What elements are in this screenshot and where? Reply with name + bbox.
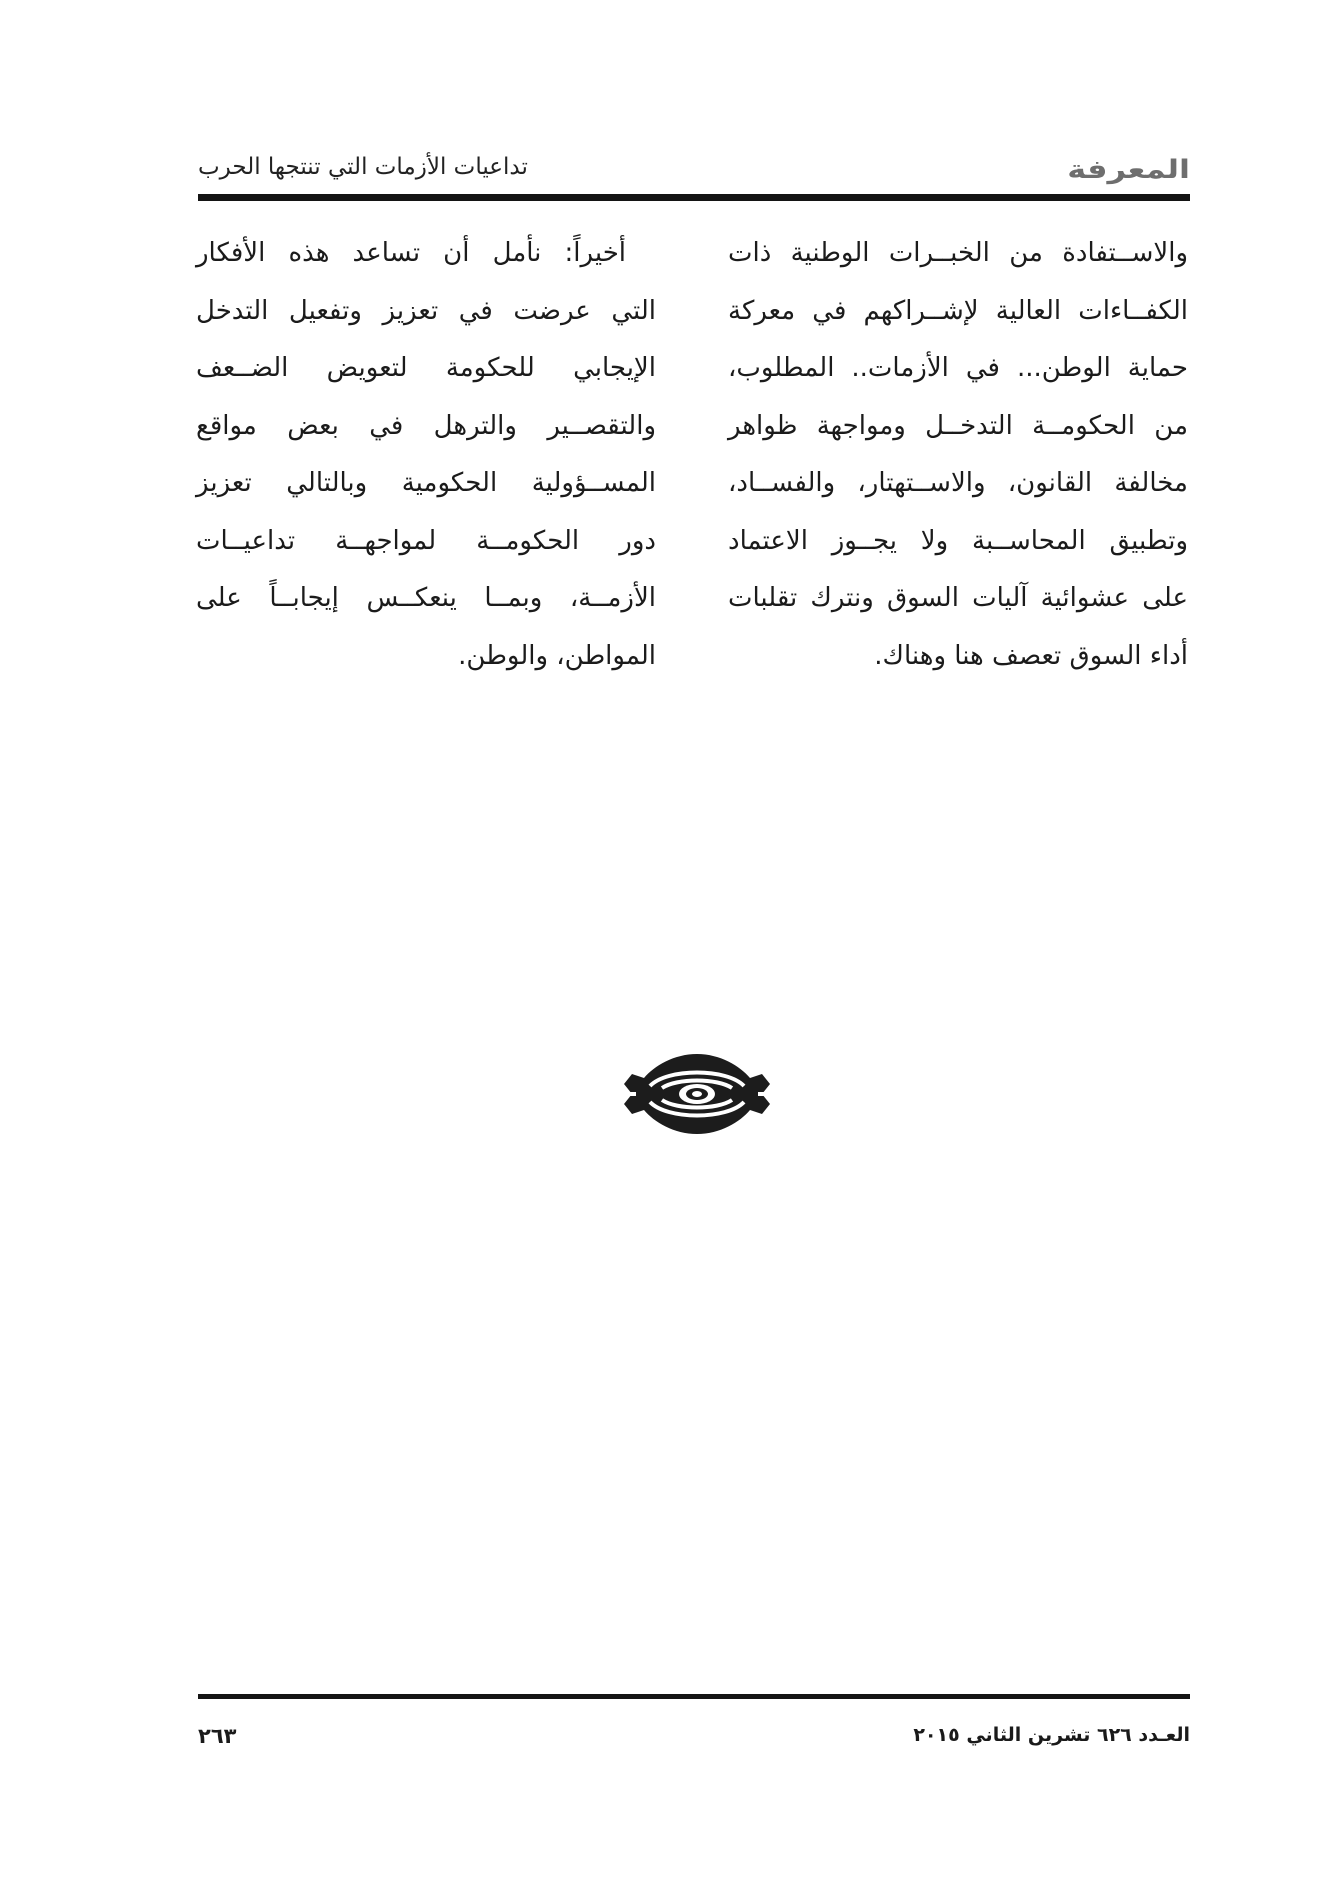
text-line: الأزمــة، وبمــا ينعكــس إيجابــاً على	[196, 583, 656, 613]
text-column-right	[728, 225, 1188, 685]
page-footer	[198, 1724, 1190, 1760]
text-line: أداء السوق تعصف هنا وهناك.	[874, 640, 1188, 671]
arabesque-ornament-icon	[622, 1052, 772, 1136]
text-column-left	[196, 225, 656, 685]
text-line: المواطن، والوطن.	[458, 640, 656, 671]
text-line: والتقصــير والترهل في بعض مواقع	[196, 410, 656, 441]
issue-info: العـدد ٦٢٦ تشرين الثاني ٢٠١٥	[913, 1724, 1190, 1746]
text-line: الإيجابي للحكومة لتعويض الضــعف	[196, 353, 656, 383]
text-line: أخيراً: نأمل أن تساعد هذه الأفكار	[196, 238, 626, 268]
text-line: المســؤولية الحكومية وبالتالي تعزيز	[196, 468, 656, 498]
page-header	[198, 148, 1190, 188]
running-title: تداعيات الأزمات التي تنتجها الحرب	[198, 154, 528, 180]
text-line: على عشوائية آليات السوق ونترك تقلبات	[728, 583, 1188, 613]
text-line: الكفــاءات العالية لإشــراكهم في معركة	[728, 295, 1188, 326]
text-line: دور الحكومــة لمواجهــة تداعيــات	[196, 525, 656, 556]
text-line: من الحكومــة التدخــل ومواجهة ظواهر	[728, 410, 1188, 441]
text-line: مخالفة القانون، والاســتهتار، والفســاد،	[728, 468, 1188, 498]
magazine-masthead: المعرفة	[1067, 153, 1190, 185]
text-line: وتطبيق المحاســبة ولا يجــوز الاعتماد	[728, 525, 1188, 556]
text-line: التي عرضت في تعزيز وتفعيل التدخل	[196, 295, 656, 326]
text-line: حماية الوطن... في الأزمات.. المطلوب،	[728, 353, 1188, 383]
header-rule	[198, 194, 1190, 201]
text-line: والاســتفادة من الخبــرات الوطنية ذات	[728, 238, 1188, 268]
footer-rule	[198, 1694, 1190, 1699]
page-number: ٢٦٣	[198, 1724, 237, 1748]
